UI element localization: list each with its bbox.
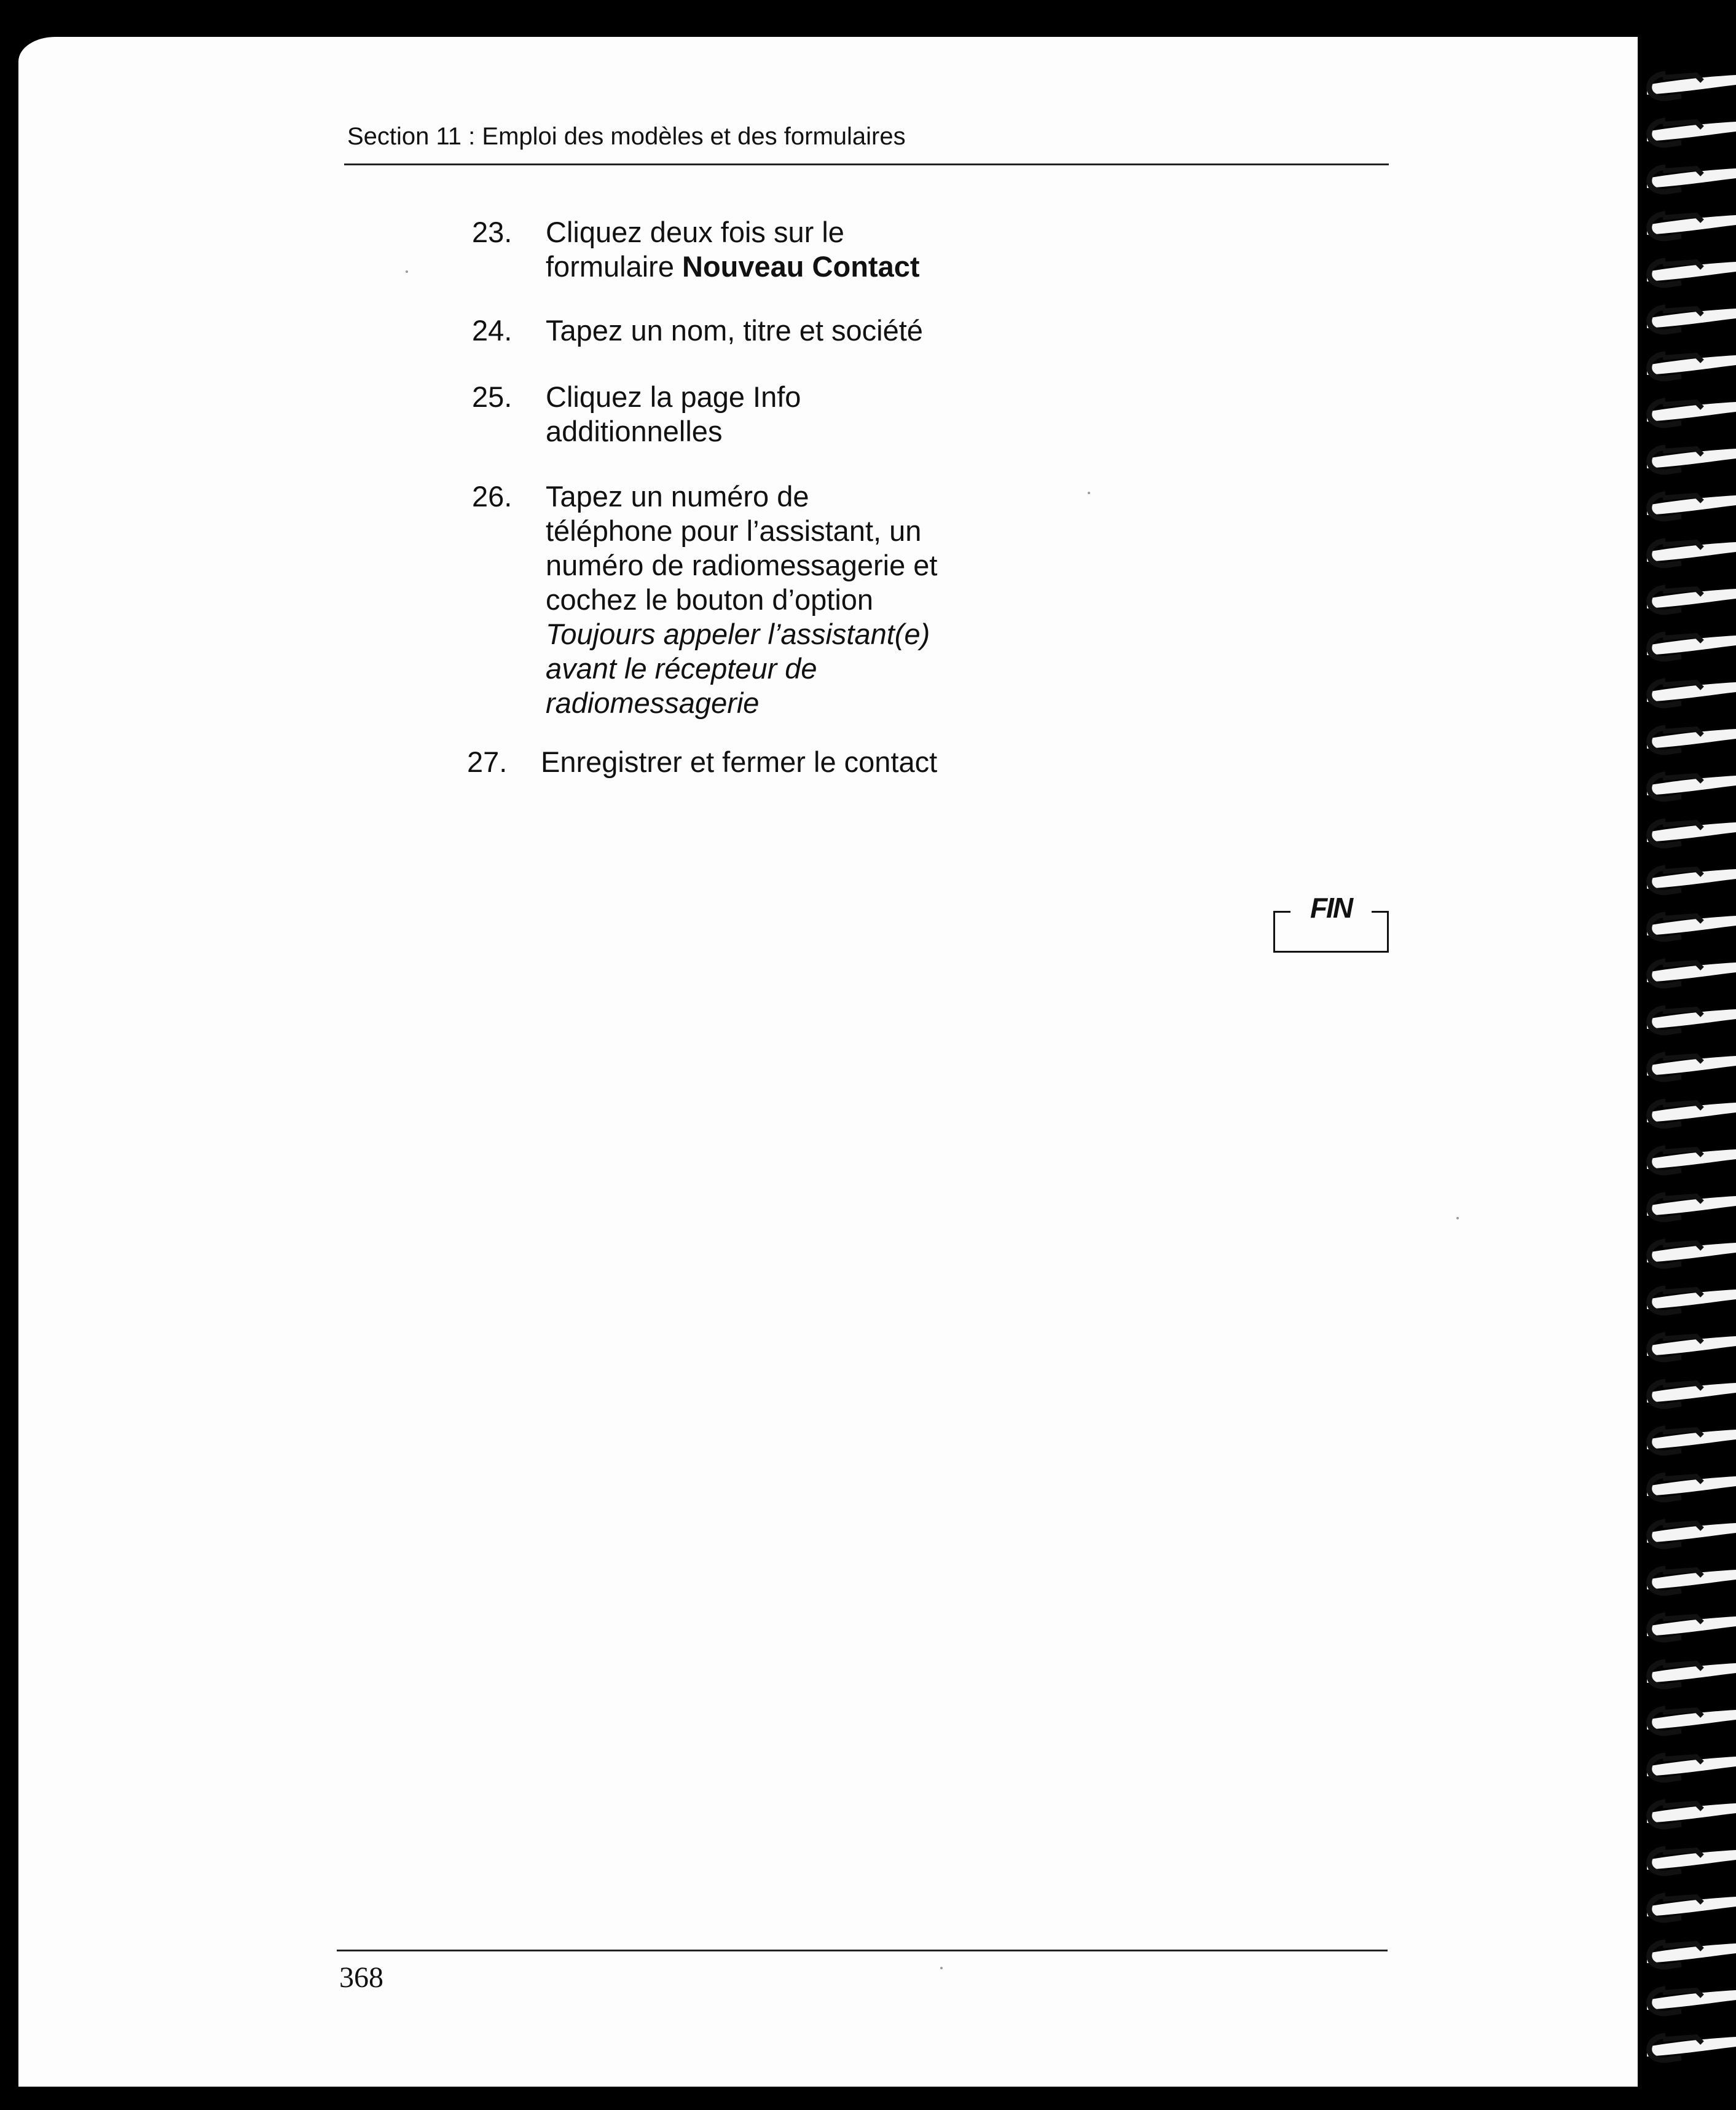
step-line: additionnelles bbox=[546, 415, 723, 447]
step-number: 26. bbox=[472, 480, 513, 513]
option-name-line: avant le récepteur de bbox=[546, 652, 817, 685]
step-line bbox=[546, 250, 1013, 284]
form-name: Nouveau Contact bbox=[682, 250, 920, 283]
option-name-line: Toujours appeler l’assistant(e) bbox=[546, 618, 930, 650]
step-text: Enregistrer et fermer le contact bbox=[541, 746, 938, 778]
step-text bbox=[546, 479, 1013, 720]
step-text bbox=[546, 215, 1013, 284]
step-line-prefix: formulaire bbox=[546, 250, 683, 283]
section-header: Section 11 : Emploi des modèles et des formulaires bbox=[347, 123, 906, 150]
scan-speck bbox=[940, 1967, 943, 1969]
step-line: cochez le bouton d’option bbox=[546, 583, 874, 616]
footer-rule bbox=[337, 1950, 1388, 1951]
step-line: Cliquez deux fois sur le bbox=[546, 216, 844, 248]
option-name-line: radiomessagerie bbox=[546, 687, 760, 719]
step-text bbox=[546, 380, 1013, 449]
step-text: Tapez un nom, titre et société bbox=[546, 314, 923, 347]
step-number: 25. bbox=[472, 380, 513, 413]
spiral-binding-icon bbox=[1573, 37, 1736, 2090]
header-rule bbox=[344, 163, 1389, 165]
step-number: 24. bbox=[472, 314, 513, 347]
scan-speck bbox=[406, 270, 408, 273]
end-marker-label: FIN bbox=[1310, 892, 1353, 924]
step-number: 23. bbox=[472, 216, 513, 248]
page-number: 368 bbox=[339, 1961, 383, 1994]
end-marker bbox=[1273, 892, 1389, 953]
scan-speck bbox=[1456, 1217, 1459, 1219]
step-number: 27. bbox=[467, 746, 508, 778]
step-line: téléphone pour l’assistant, un bbox=[546, 514, 922, 547]
step-line: Tapez un numéro de bbox=[546, 480, 809, 513]
step-line: Cliquez la page Info bbox=[546, 380, 801, 413]
scan-speck bbox=[1088, 492, 1090, 494]
step-line: numéro de radiomessagerie et bbox=[546, 549, 938, 581]
